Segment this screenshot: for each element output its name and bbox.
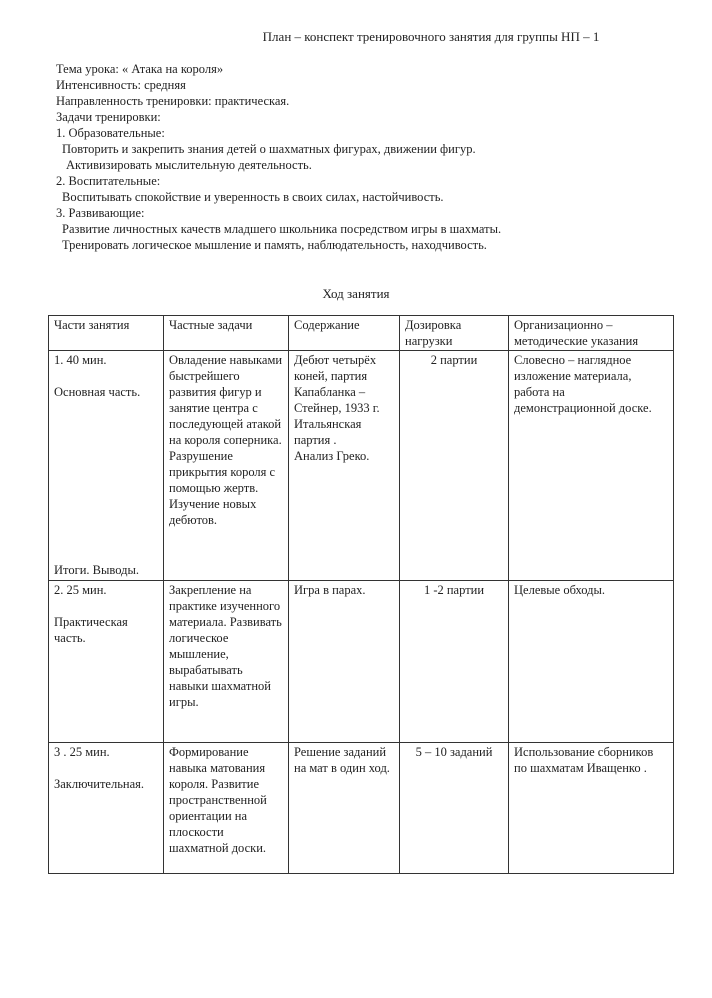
part-time: 1. 40 мин. (54, 353, 107, 367)
part-name: Основная часть. (54, 385, 141, 399)
header-cell: Содержание (289, 316, 400, 351)
notes-cell: Целевые обходы. (509, 581, 674, 743)
content-cell: Игра в парах. (289, 581, 400, 743)
content-cell: Решение заданий на мат в один ход. (289, 743, 400, 874)
table-row (49, 351, 674, 581)
part-time: 2. 25 мин. (54, 583, 107, 597)
tasks-cell: Формирование навыка матования короля. Развитие пространственной ориентации на плоскости шахматной доски. (164, 743, 289, 874)
table-row (49, 581, 674, 743)
content-line: Дебют четырёх коней, партия Капабланка – Стейнер, 1933 г. (294, 353, 380, 415)
tasks-cell: Овладение навыками быстрейшего развития фигур и занятие центра с последующей атакой на короля соперника. Разрушение прикрытия короля с помощью жертв. Изучение новых дебютов. (164, 351, 289, 581)
dose-cell: 2 партии (400, 351, 509, 581)
tasks-heading: Задачи тренировки: (56, 110, 161, 124)
table-header-row (49, 316, 674, 351)
task-developing: 3. Развивающие: (56, 206, 145, 220)
task-educational-1: Повторить и закрепить знания детей о шахматных фигурах, движении фигур. (62, 142, 476, 156)
task-educational: 1. Образовательные: (56, 126, 165, 140)
document-title: План – конспект тренировочного занятия для группы НП – 1 (262, 29, 600, 44)
header-cell: Части занятия (49, 316, 164, 351)
part-summary: Итоги. Выводы. (54, 563, 139, 577)
lesson-table (48, 315, 674, 874)
lesson-topic: Тема урока: « Атака на короля» (56, 62, 224, 76)
task-developing-2: Тренировать логическое мышление и память, наблюдательность, находчивость. (62, 238, 487, 252)
dose-cell: 1 -2 партии (400, 581, 509, 743)
content-line: Анализ Греко. (294, 449, 370, 463)
tasks-cell: Закрепление на практике изученного материала. Развивать логическое мышление, вырабатывать навыки шахматной игры. (164, 581, 289, 743)
task-educational-2: Активизировать мыслительную деятельность. (66, 158, 312, 172)
course-heading: Ход занятия (322, 286, 390, 301)
content-line: Итальянская партия . (294, 417, 362, 447)
dose-cell: 5 – 10 заданий (400, 743, 509, 874)
header-cell: Дозировка нагрузки (400, 316, 509, 351)
notes-cell: Словесно – наглядное изложение материала, работа на демонстрационной доске. (509, 351, 674, 581)
part-time: 3 . 25 мин. (54, 745, 110, 759)
content-cell (289, 351, 400, 581)
part-cell (49, 581, 164, 743)
task-upbringing: 2. Воспитательные: (56, 174, 161, 188)
lesson-intro (56, 61, 501, 253)
task-developing-1: Развитие личностных качеств младшего школьника посредством игры в шахматы. (62, 222, 502, 236)
part-cell (49, 351, 164, 581)
lesson-direction: Направленность тренировки: практическая. (56, 94, 290, 108)
part-cell (49, 743, 164, 874)
task-upbringing-1: Воспитывать спокойствие и уверенность в своих силах, настойчивость. (62, 190, 444, 204)
table-row (49, 743, 674, 874)
part-name: Практическая часть. (54, 615, 128, 645)
lesson-intensity: Интенсивность: средняя (56, 78, 186, 92)
notes-cell: Использование сборников по шахматам Иващенко . (509, 743, 674, 874)
header-cell: Организационно – методические указания (509, 316, 674, 351)
header-cell: Частные задачи (164, 316, 289, 351)
part-name: Заключительная. (54, 777, 145, 791)
